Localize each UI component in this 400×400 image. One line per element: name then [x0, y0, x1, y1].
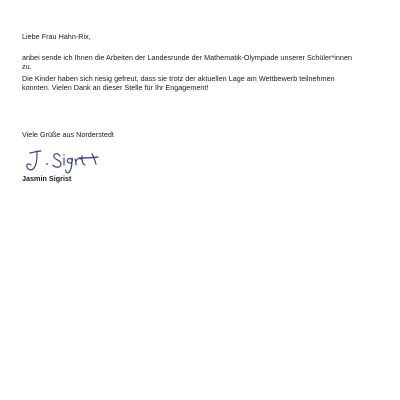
paragraph-1-line-1: anbei sende ich Ihnen die Arbeiten der Landesrunde der Mathematik-Olympiade unserer Schüler*innen [22, 53, 352, 62]
paragraph-2-line-1: Die Kinder haben sich riesig gefreut, dass sie trotz der aktuellen Lage am Wettbewerb teilnehmen [22, 74, 335, 83]
salutation: Liebe Frau Hahn-Rix, [22, 32, 91, 41]
paragraph-1-line-2: zu. [22, 62, 32, 71]
handwritten-signature [22, 146, 108, 174]
sender-name: Jasmin Sigrist [22, 174, 72, 183]
closing: Viele Grüße aus Norderstedt [22, 130, 114, 139]
paragraph-2-line-2: konnten. Vielen Dank an dieser Stelle für Ihr Engagement! [22, 83, 209, 92]
